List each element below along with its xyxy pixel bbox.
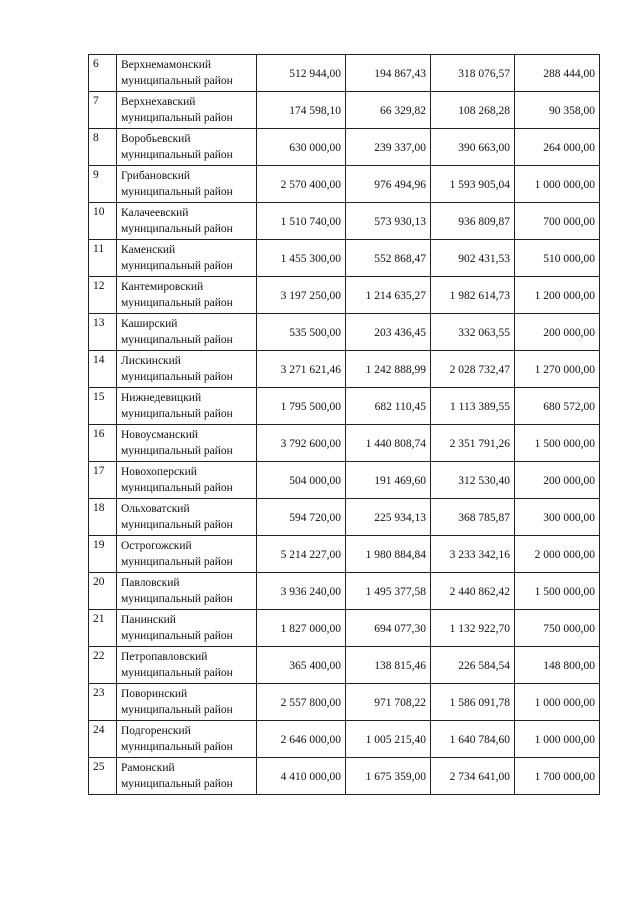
district-name: Острогожский (121, 540, 192, 552)
table-row (89, 351, 600, 388)
amount-cell-2: 1 440 808,74 (346, 425, 431, 462)
amount-cell-3: 1 640 784,60 (431, 721, 515, 758)
amount-cell-1: 4 410 000,00 (257, 758, 346, 795)
amount-cell-4: 148 800,00 (515, 647, 600, 684)
table-row (89, 240, 600, 277)
table-row (89, 277, 600, 314)
district-unit: муниципальный район (121, 149, 233, 161)
row-number-cell: 15 (89, 388, 117, 425)
district-name-cell (117, 425, 257, 462)
district-unit: муниципальный район (121, 223, 233, 235)
amount-cell-1: 174 598,10 (257, 92, 346, 129)
amount-cell-2: 976 494,96 (346, 166, 431, 203)
amount-cell-3: 902 431,53 (431, 240, 515, 277)
district-name: Панинский (121, 614, 176, 626)
row-number-cell: 23 (89, 684, 117, 721)
district-name-cell (117, 92, 257, 129)
amount-cell-3: 2 734 641,00 (431, 758, 515, 795)
amount-cell-2: 1 242 888,99 (346, 351, 431, 388)
amount-cell-4: 288 444,00 (515, 55, 600, 92)
district-name: Кантемировский (121, 281, 204, 293)
amount-cell-4: 90 358,00 (515, 92, 600, 129)
district-name-cell (117, 55, 257, 92)
amount-cell-4: 1 700 000,00 (515, 758, 600, 795)
district-name-cell (117, 351, 257, 388)
amount-cell-1: 1 795 500,00 (257, 388, 346, 425)
district-name: Новохоперский (121, 466, 197, 478)
district-name-cell (117, 277, 257, 314)
amount-cell-1: 365 400,00 (257, 647, 346, 684)
amount-cell-3: 2 028 732,47 (431, 351, 515, 388)
amount-cell-1: 1 827 000,00 (257, 610, 346, 647)
row-number-cell: 21 (89, 610, 117, 647)
table-row (89, 536, 600, 573)
amount-cell-4: 264 000,00 (515, 129, 600, 166)
row-number-cell: 16 (89, 425, 117, 462)
district-unit: муниципальный район (121, 630, 233, 642)
table-row (89, 499, 600, 536)
district-name: Грибановский (121, 170, 191, 182)
amount-cell-4: 300 000,00 (515, 499, 600, 536)
district-name: Воробьевский (121, 133, 191, 145)
district-name: Ольховатский (121, 503, 190, 515)
amount-cell-4: 1 000 000,00 (515, 684, 600, 721)
amount-cell-3: 312 530,40 (431, 462, 515, 499)
amount-cell-2: 1 495 377,58 (346, 573, 431, 610)
amount-cell-2: 1 005 215,40 (346, 721, 431, 758)
amount-cell-4: 200 000,00 (515, 314, 600, 351)
amount-cell-3: 226 584,54 (431, 647, 515, 684)
district-name-cell (117, 721, 257, 758)
table-row (89, 573, 600, 610)
district-unit: муниципальный район (121, 445, 233, 457)
amount-cell-4: 1 000 000,00 (515, 166, 600, 203)
district-unit: муниципальный район (121, 593, 233, 605)
district-unit: муниципальный район (121, 482, 233, 494)
district-name: Павловский (121, 577, 180, 589)
row-number-cell: 12 (89, 277, 117, 314)
district-unit: муниципальный район (121, 519, 233, 531)
district-unit: муниципальный район (121, 556, 233, 568)
amount-cell-3: 2 440 862,42 (431, 573, 515, 610)
district-name-cell (117, 536, 257, 573)
district-name-cell (117, 129, 257, 166)
amount-cell-2: 66 329,82 (346, 92, 431, 129)
table-row (89, 721, 600, 758)
district-name-cell (117, 388, 257, 425)
district-name-cell (117, 166, 257, 203)
district-unit: муниципальный район (121, 741, 233, 753)
amount-cell-2: 694 077,30 (346, 610, 431, 647)
district-unit: муниципальный район (121, 112, 233, 124)
district-name-cell (117, 647, 257, 684)
district-name-cell (117, 758, 257, 795)
row-number-cell: 24 (89, 721, 117, 758)
row-number-cell: 19 (89, 536, 117, 573)
amount-cell-2: 203 436,45 (346, 314, 431, 351)
table-row (89, 462, 600, 499)
district-name-cell (117, 462, 257, 499)
district-name: Каменский (121, 244, 176, 256)
amount-cell-1: 535 500,00 (257, 314, 346, 351)
amount-cell-3: 368 785,87 (431, 499, 515, 536)
table-row (89, 92, 600, 129)
district-unit: муниципальный район (121, 704, 233, 716)
district-name-cell (117, 499, 257, 536)
amount-cell-3: 1 132 922,70 (431, 610, 515, 647)
row-number-cell: 25 (89, 758, 117, 795)
amount-cell-2: 1 675 359,00 (346, 758, 431, 795)
district-unit: муниципальный район (121, 667, 233, 679)
district-unit: муниципальный район (121, 778, 233, 790)
amount-cell-2: 191 469,60 (346, 462, 431, 499)
table-row (89, 129, 600, 166)
district-name-cell (117, 240, 257, 277)
row-number-cell: 6 (89, 55, 117, 92)
amount-cell-4: 1 500 000,00 (515, 573, 600, 610)
district-unit: муниципальный район (121, 186, 233, 198)
amount-cell-2: 1 980 884,84 (346, 536, 431, 573)
amount-cell-3: 1 586 091,78 (431, 684, 515, 721)
district-name-cell (117, 684, 257, 721)
amount-cell-3: 390 663,00 (431, 129, 515, 166)
row-number-cell: 11 (89, 240, 117, 277)
district-name-cell (117, 314, 257, 351)
amount-cell-4: 750 000,00 (515, 610, 600, 647)
amount-cell-4: 680 572,00 (515, 388, 600, 425)
table-row (89, 610, 600, 647)
district-unit: муниципальный район (121, 334, 233, 346)
amount-cell-1: 1 455 300,00 (257, 240, 346, 277)
district-name: Каширский (121, 318, 178, 330)
district-unit: муниципальный район (121, 260, 233, 272)
amount-cell-1: 2 570 400,00 (257, 166, 346, 203)
district-unit: муниципальный район (121, 371, 233, 383)
district-name: Новоусманский (121, 429, 199, 441)
amount-cell-1: 630 000,00 (257, 129, 346, 166)
district-name-cell (117, 610, 257, 647)
amount-cell-2: 138 815,46 (346, 647, 431, 684)
district-name: Петропавловский (121, 651, 208, 663)
amount-cell-2: 682 110,45 (346, 388, 431, 425)
amount-cell-1: 1 510 740,00 (257, 203, 346, 240)
district-unit: муниципальный район (121, 297, 233, 309)
amount-cell-1: 5 214 227,00 (257, 536, 346, 573)
table-body (89, 55, 600, 795)
row-number-cell: 18 (89, 499, 117, 536)
row-number-cell: 20 (89, 573, 117, 610)
amount-cell-2: 573 930,13 (346, 203, 431, 240)
amount-cell-3: 332 063,55 (431, 314, 515, 351)
amount-cell-1: 3 197 250,00 (257, 277, 346, 314)
table-row (89, 758, 600, 795)
district-name: Подгоренский (121, 725, 191, 737)
amount-cell-2: 225 934,13 (346, 499, 431, 536)
allocation-table (88, 54, 600, 795)
amount-cell-1: 3 271 621,46 (257, 351, 346, 388)
table-row (89, 314, 600, 351)
amount-cell-4: 1 200 000,00 (515, 277, 600, 314)
amount-cell-4: 1 270 000,00 (515, 351, 600, 388)
amount-cell-2: 971 708,22 (346, 684, 431, 721)
amount-cell-4: 1 500 000,00 (515, 425, 600, 462)
row-number-cell: 9 (89, 166, 117, 203)
district-name: Лискинский (121, 355, 181, 367)
table-row (89, 388, 600, 425)
table-row (89, 55, 600, 92)
amount-cell-4: 1 000 000,00 (515, 721, 600, 758)
amount-cell-1: 504 000,00 (257, 462, 346, 499)
district-name: Верхнемамонский (121, 59, 212, 71)
amount-cell-1: 3 792 600,00 (257, 425, 346, 462)
table-row (89, 647, 600, 684)
amount-cell-4: 200 000,00 (515, 462, 600, 499)
amount-cell-3: 1 593 905,04 (431, 166, 515, 203)
district-name: Калачеевский (121, 207, 189, 219)
amount-cell-3: 2 351 791,26 (431, 425, 515, 462)
amount-cell-3: 3 233 342,16 (431, 536, 515, 573)
district-name: Поворинский (121, 688, 188, 700)
table-row (89, 684, 600, 721)
amount-cell-2: 552 868,47 (346, 240, 431, 277)
amount-cell-2: 239 337,00 (346, 129, 431, 166)
amount-cell-3: 318 076,57 (431, 55, 515, 92)
amount-cell-4: 700 000,00 (515, 203, 600, 240)
district-name: Верхнехавский (121, 96, 196, 108)
amount-cell-1: 3 936 240,00 (257, 573, 346, 610)
row-number-cell: 13 (89, 314, 117, 351)
district-name: Рамонский (121, 762, 175, 774)
row-number-cell: 10 (89, 203, 117, 240)
district-name-cell (117, 573, 257, 610)
district-unit: муниципальный район (121, 75, 233, 87)
table-row (89, 425, 600, 462)
amount-cell-4: 510 000,00 (515, 240, 600, 277)
amount-cell-3: 1 982 614,73 (431, 277, 515, 314)
amount-cell-2: 194 867,43 (346, 55, 431, 92)
table-row (89, 203, 600, 240)
amount-cell-1: 594 720,00 (257, 499, 346, 536)
amount-cell-1: 2 557 800,00 (257, 684, 346, 721)
district-name: Нижнедевицкий (121, 392, 202, 404)
table-row (89, 166, 600, 203)
district-name-cell (117, 203, 257, 240)
amount-cell-2: 1 214 635,27 (346, 277, 431, 314)
amount-cell-3: 1 113 389,55 (431, 388, 515, 425)
row-number-cell: 17 (89, 462, 117, 499)
row-number-cell: 22 (89, 647, 117, 684)
amount-cell-4: 2 000 000,00 (515, 536, 600, 573)
row-number-cell: 7 (89, 92, 117, 129)
amount-cell-3: 108 268,28 (431, 92, 515, 129)
amount-cell-1: 512 944,00 (257, 55, 346, 92)
row-number-cell: 14 (89, 351, 117, 388)
amount-cell-3: 936 809,87 (431, 203, 515, 240)
amount-cell-1: 2 646 000,00 (257, 721, 346, 758)
district-unit: муниципальный район (121, 408, 233, 420)
row-number-cell: 8 (89, 129, 117, 166)
